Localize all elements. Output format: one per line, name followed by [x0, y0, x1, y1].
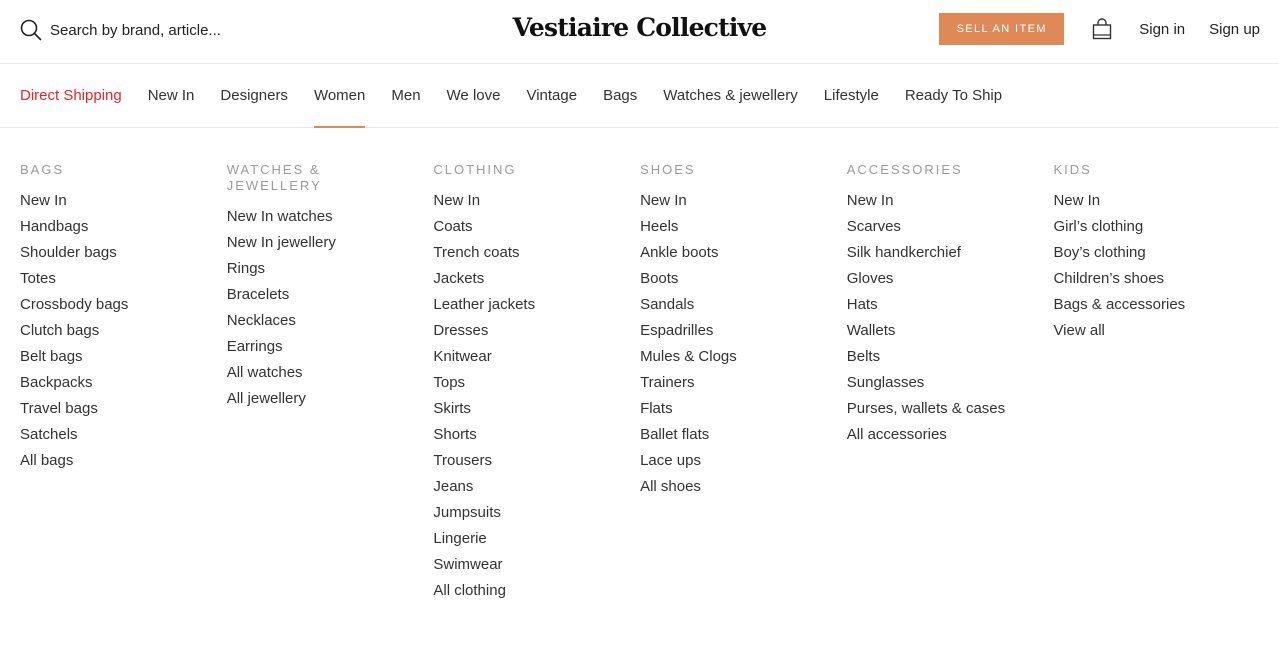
- menu-column-title[interactable]: BAGS: [20, 162, 65, 177]
- nav-item-men[interactable]: Men: [391, 87, 421, 104]
- menu-link[interactable]: Jumpsuits: [433, 504, 501, 521]
- menu-link[interactable]: Scarves: [846, 218, 901, 235]
- search-bar[interactable]: [20, 19, 290, 41]
- menu-link[interactable]: Trench coats: [433, 244, 520, 261]
- menu-link[interactable]: Shorts: [433, 426, 477, 443]
- menu-link[interactable]: Sunglasses: [846, 374, 925, 391]
- menu-column-title[interactable]: WATCHES & JEWELLERY: [226, 162, 322, 193]
- menu-list: [640, 188, 831, 500]
- main-nav: [0, 64, 1279, 128]
- menu-link[interactable]: Purses, wallets & cases: [846, 400, 1006, 417]
- menu-link[interactable]: New In: [433, 192, 481, 209]
- menu-link[interactable]: Rings: [226, 260, 266, 277]
- menu-link[interactable]: Swimwear: [433, 556, 503, 573]
- menu-link[interactable]: Girl’s clothing: [1053, 218, 1144, 235]
- menu-link[interactable]: Belts: [846, 348, 881, 365]
- nav-item-lifestyle[interactable]: Lifestyle: [823, 87, 879, 104]
- menu-link[interactable]: Shoulder bags: [20, 244, 117, 261]
- nav-item-designers[interactable]: Designers: [220, 87, 288, 104]
- sign-up-link[interactable]: Sign up: [1209, 20, 1260, 38]
- menu-column-kids: [1053, 162, 1260, 604]
- menu-link[interactable]: All jewellery: [226, 390, 306, 407]
- menu-link[interactable]: Crossbody bags: [20, 296, 129, 313]
- menu-link[interactable]: New In: [20, 192, 67, 209]
- sell-an-item-button[interactable]: SELL AN ITEM: [939, 13, 1064, 45]
- menu-link[interactable]: Jeans: [433, 478, 474, 495]
- nav-item-ready-to-ship[interactable]: Ready To Ship: [904, 87, 1003, 104]
- site-logo[interactable]: Vestiaire Collective: [512, 13, 767, 42]
- menu-link[interactable]: Flats: [640, 400, 673, 417]
- menu-link[interactable]: Handbags: [20, 218, 89, 235]
- menu-link[interactable]: Bags & accessories: [1053, 296, 1186, 313]
- site-header: [0, 0, 1279, 64]
- menu-link[interactable]: Gloves: [846, 270, 894, 287]
- menu-link[interactable]: Leather jackets: [433, 296, 536, 313]
- shopping-bag-icon[interactable]: [1091, 17, 1113, 41]
- menu-list: [433, 188, 624, 604]
- menu-link[interactable]: Tops: [433, 374, 466, 391]
- nav-item-new-in[interactable]: New In: [147, 87, 195, 104]
- menu-link[interactable]: All accessories: [846, 426, 947, 443]
- menu-link[interactable]: Children’s shoes: [1053, 270, 1165, 287]
- menu-link[interactable]: Trousers: [433, 452, 492, 469]
- menu-link[interactable]: Mules & Clogs: [640, 348, 737, 365]
- nav-item-direct-shipping[interactable]: Direct Shipping: [20, 87, 122, 104]
- menu-link[interactable]: Silk handkerchief: [846, 244, 961, 261]
- menu-column-title[interactable]: SHOES: [640, 162, 696, 177]
- menu-column-title[interactable]: ACCESSORIES: [846, 162, 963, 177]
- menu-link[interactable]: Boots: [640, 270, 679, 287]
- search-icon[interactable]: [20, 19, 42, 41]
- header-actions: [939, 13, 1260, 45]
- menu-link[interactable]: Boy’s clothing: [1053, 244, 1146, 261]
- menu-link[interactable]: Ankle boots: [640, 244, 719, 261]
- menu-column-title[interactable]: CLOTHING: [433, 162, 517, 177]
- menu-link[interactable]: Totes: [20, 270, 56, 287]
- nav-item-watches-jewellery[interactable]: Watches & jewellery: [663, 87, 798, 104]
- menu-link[interactable]: Necklaces: [226, 312, 296, 329]
- menu-list: [847, 188, 1038, 448]
- menu-link[interactable]: Backpacks: [20, 374, 93, 391]
- menu-link[interactable]: Coats: [433, 218, 473, 235]
- menu-link[interactable]: All shoes: [640, 478, 701, 495]
- menu-column-clothing: [433, 162, 640, 604]
- menu-list: [227, 204, 418, 412]
- menu-link[interactable]: Belt bags: [20, 348, 83, 365]
- menu-column-watches-jewellery: [227, 162, 434, 604]
- menu-link[interactable]: Wallets: [846, 322, 896, 339]
- menu-link[interactable]: Jackets: [433, 270, 485, 287]
- menu-link[interactable]: Knitwear: [433, 348, 492, 365]
- nav-item-women[interactable]: Women: [314, 64, 365, 127]
- nav-item-vintage[interactable]: Vintage: [526, 87, 578, 104]
- menu-link[interactable]: View all: [1053, 322, 1105, 339]
- menu-link[interactable]: All clothing: [433, 582, 506, 599]
- menu-list: [1053, 188, 1244, 344]
- menu-link[interactable]: New In: [846, 192, 894, 209]
- menu-link[interactable]: Trainers: [640, 374, 695, 391]
- menu-link[interactable]: Hats: [846, 296, 878, 313]
- menu-link[interactable]: Skirts: [433, 400, 471, 417]
- menu-column-accessories: [847, 162, 1054, 604]
- menu-link[interactable]: Ballet flats: [640, 426, 710, 443]
- nav-item-bags[interactable]: Bags: [603, 87, 638, 104]
- menu-link[interactable]: New In: [1053, 192, 1101, 209]
- menu-link[interactable]: Dresses: [433, 322, 489, 339]
- menu-column-title[interactable]: KIDS: [1053, 162, 1092, 177]
- menu-link[interactable]: Earrings: [226, 338, 283, 355]
- menu-link[interactable]: Clutch bags: [20, 322, 100, 339]
- women-mega-menu: [0, 128, 1279, 604]
- menu-link[interactable]: Heels: [640, 218, 679, 235]
- menu-column-shoes: [640, 162, 847, 604]
- search-input[interactable]: [50, 22, 290, 39]
- menu-link[interactable]: Bracelets: [226, 286, 290, 303]
- menu-link[interactable]: New In: [640, 192, 687, 209]
- menu-list: [20, 188, 211, 474]
- menu-link[interactable]: New In watches: [226, 208, 333, 225]
- menu-link[interactable]: All watches: [226, 364, 303, 381]
- sign-in-link[interactable]: Sign in: [1139, 20, 1186, 38]
- menu-link[interactable]: Lace ups: [640, 452, 701, 469]
- nav-item-we-love[interactable]: We love: [446, 87, 501, 104]
- menu-link[interactable]: Lingerie: [433, 530, 487, 547]
- menu-link[interactable]: Travel bags: [20, 400, 98, 417]
- menu-link[interactable]: Satchels: [20, 426, 78, 443]
- menu-link[interactable]: New In jewellery: [226, 234, 336, 251]
- menu-column-bags: [20, 162, 227, 604]
- menu-link[interactable]: Espadrilles: [640, 322, 714, 339]
- menu-link[interactable]: All bags: [20, 452, 74, 469]
- menu-link[interactable]: Sandals: [640, 296, 695, 313]
